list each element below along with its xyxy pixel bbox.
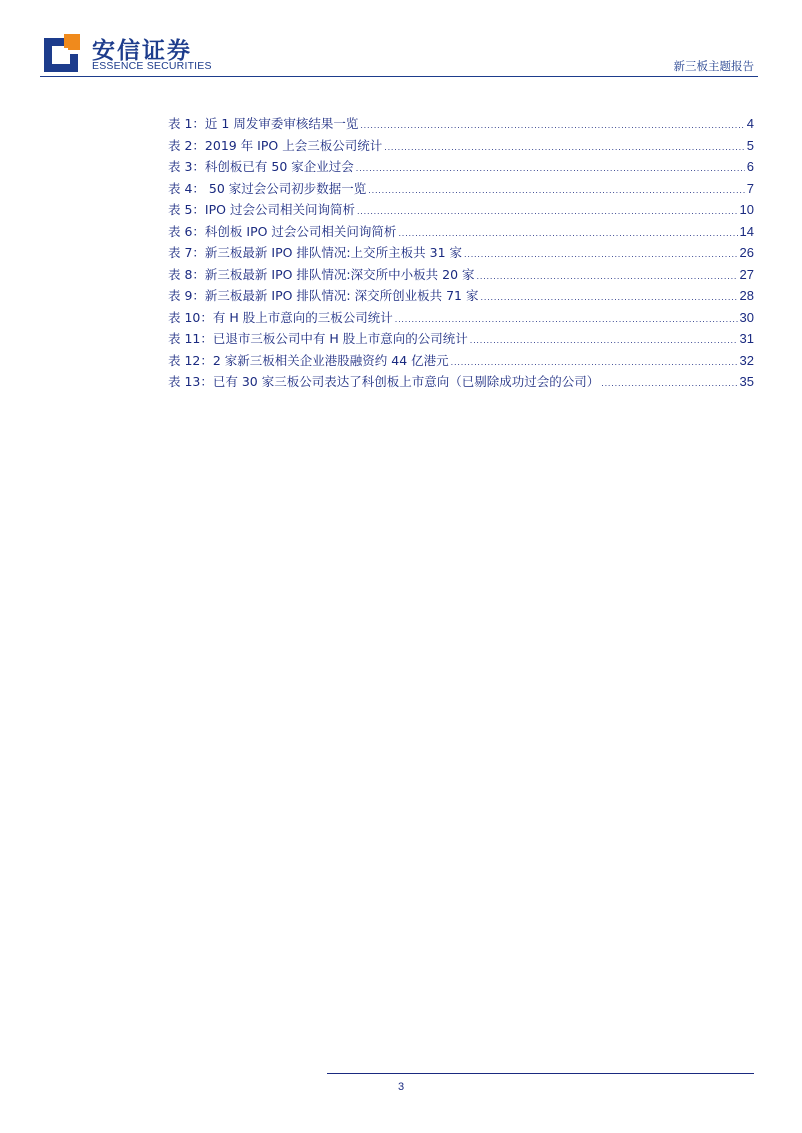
toc-entry[interactable] xyxy=(168,200,754,222)
toc-entry-page[interactable]: 5 xyxy=(746,137,754,153)
toc-entry-page[interactable]: 31 xyxy=(739,331,754,346)
toc-entry[interactable] xyxy=(168,136,754,158)
header-divider xyxy=(40,76,758,77)
toc-entry-label[interactable]: 表 8：新三板最新 IPO 排队情况:深交所中小板共 20 家 xyxy=(168,266,475,282)
toc-entry-label[interactable]: 表 3：科创板已有 50 家企业过会 xyxy=(168,159,354,174)
toc-entry-label[interactable]: 表 2：2019 年 IPO 上会三板公司统计 xyxy=(168,137,383,153)
toc-dot-leader xyxy=(480,293,737,302)
toc-dot-leader xyxy=(464,250,738,259)
toc-dot-leader xyxy=(398,229,737,238)
toc-entry-label[interactable]: 表 7：新三板最新 IPO 排队情况:上交所主板共 31 家 xyxy=(168,245,463,260)
toc-entry-page[interactable]: 32 xyxy=(739,352,754,368)
toc-entry-page[interactable]: 10 xyxy=(739,202,754,217)
logo-text-cn: 安信证券 xyxy=(92,38,192,64)
toc-entry-page[interactable]: 28 xyxy=(739,288,754,303)
toc-entry[interactable] xyxy=(168,114,754,136)
toc-entry-page[interactable]: 27 xyxy=(739,266,754,282)
logo-mark-icon xyxy=(40,32,82,72)
toc-dot-leader xyxy=(384,143,745,152)
toc-entry[interactable] xyxy=(168,286,754,308)
toc-entry-label[interactable]: 表 4： 50 家过会公司初步数据一览 xyxy=(168,180,367,196)
toc-dot-leader xyxy=(470,336,738,345)
logo-text-en: ESSENCE SECURITIES xyxy=(92,60,212,72)
report-type: 新三板主题报告 xyxy=(673,59,754,73)
toc-entry-label[interactable]: 表 10：有 H 股上市意向的三板公司统计 xyxy=(168,309,393,325)
toc-entry-page[interactable]: 35 xyxy=(739,374,754,389)
toc-entry[interactable] xyxy=(168,329,754,351)
toc-entry[interactable] xyxy=(168,351,754,373)
toc-entry-label[interactable]: 表 13：已有 30 家三板公司表达了科创板上市意向（已剔除成功过会的公司） xyxy=(168,374,600,389)
toc-entry-page[interactable]: 6 xyxy=(746,159,754,174)
toc-dot-leader xyxy=(360,121,744,130)
toc-dot-leader xyxy=(395,315,738,324)
toc-entry-page[interactable]: 14 xyxy=(739,223,754,239)
toc-entry-page[interactable]: 26 xyxy=(739,245,754,260)
toc-dot-leader xyxy=(357,207,738,216)
table-of-tables xyxy=(168,114,754,394)
toc-entry[interactable] xyxy=(168,308,754,330)
toc-dot-leader xyxy=(451,358,738,367)
toc-entry-label[interactable]: 表 1：近 1 周发审委审核结果一览 xyxy=(168,116,359,131)
toc-entry-label[interactable]: 表 6：科创板 IPO 过会公司相关问询简析 xyxy=(168,223,397,239)
toc-entry-page[interactable]: 4 xyxy=(746,116,754,131)
toc-entry[interactable] xyxy=(168,265,754,287)
toc-entry-page[interactable]: 7 xyxy=(746,180,754,196)
toc-entry[interactable] xyxy=(168,222,754,244)
toc-dot-leader xyxy=(601,379,737,388)
toc-entry-label[interactable]: 表 5：IPO 过会公司相关问询简析 xyxy=(168,202,355,217)
toc-dot-leader xyxy=(356,164,745,173)
footer-divider xyxy=(327,1073,754,1074)
toc-entry-label[interactable]: 表 12：2 家新三板相关企业港股融资约 44 亿港元 xyxy=(168,352,449,368)
toc-dot-leader xyxy=(477,272,738,281)
toc-entry-label[interactable]: 表 11：已退市三板公司中有 H 股上市意向的公司统计 xyxy=(168,331,468,346)
toc-entry-label[interactable]: 表 9：新三板最新 IPO 排队情况: 深交所创业板共 71 家 xyxy=(168,288,479,303)
page-number: 3 xyxy=(397,1081,405,1093)
company-logo xyxy=(40,32,212,76)
toc-entry[interactable] xyxy=(168,179,754,201)
toc-entry[interactable] xyxy=(168,372,754,394)
toc-entry[interactable] xyxy=(168,243,754,265)
toc-entry[interactable] xyxy=(168,157,754,179)
toc-dot-leader xyxy=(368,186,744,195)
toc-entry-page[interactable]: 30 xyxy=(739,309,754,325)
